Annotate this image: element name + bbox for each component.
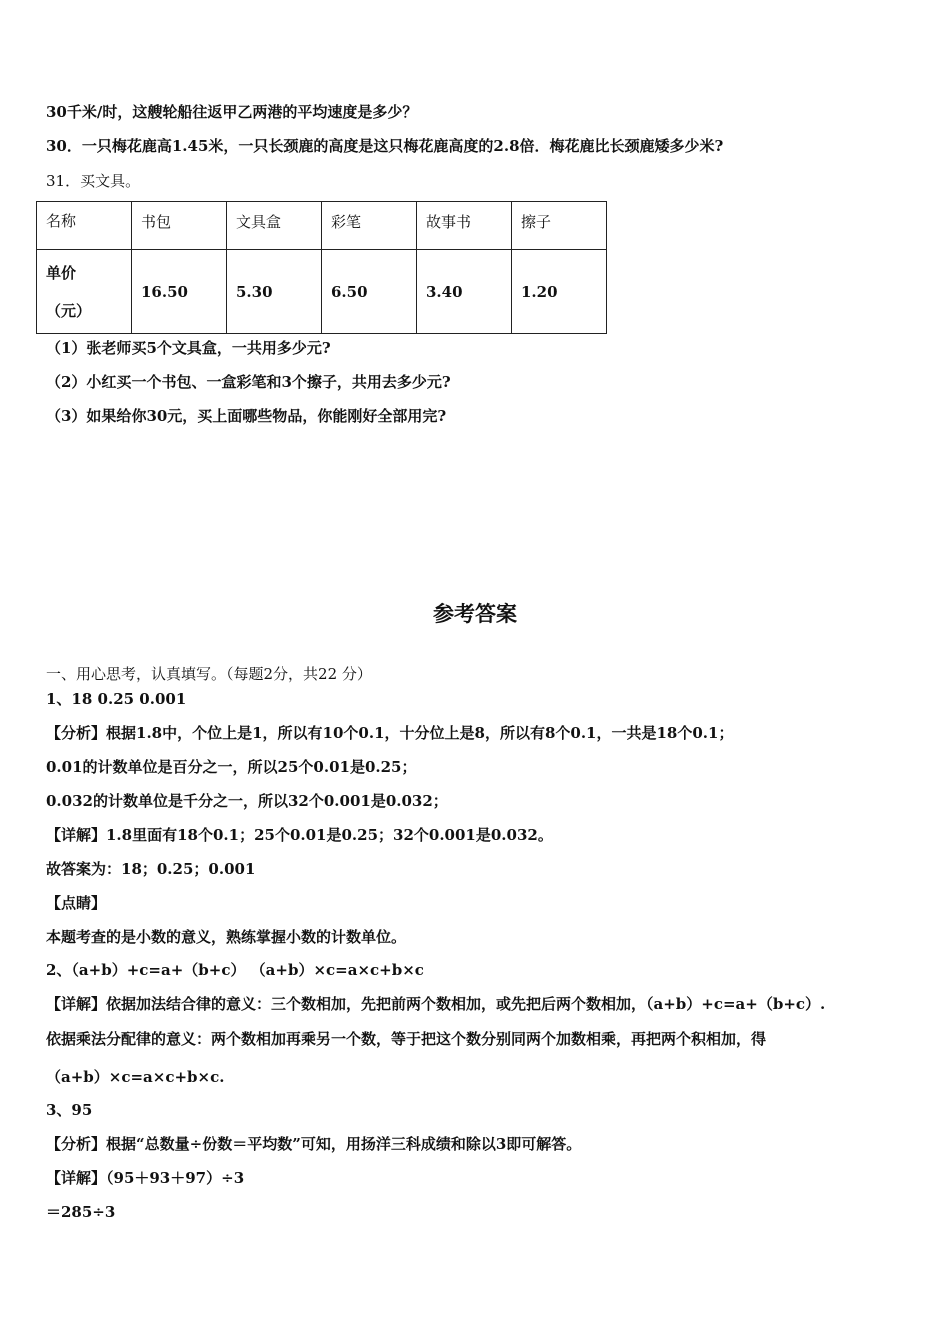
- answer-1-analysis-line-2: 0.01的计数单位是百分之一，所以25个0.01是0.25；: [46, 758, 417, 776]
- answer-2-detail-line-2: 依据乘法分配律的意义：两个数相加再乘另一个数，等于把这个数分别同两个加数相乘，再把两个积相加，得: [46, 1030, 767, 1048]
- answer-2-detail-line-3: （a+b）×c=a×c+b×c.: [46, 1068, 225, 1086]
- row-label-unit-price: [37, 250, 132, 334]
- answer-1: 1、18 0.25 0.001: [46, 690, 187, 708]
- question-29-tail: 30千米/时，这艘轮船往返甲乙两港的平均速度是多少？: [46, 103, 418, 121]
- price-pencil-box: 5.30: [227, 250, 322, 334]
- answer-1-detail: 【详解】1.8里面有18个0.1；25个0.01是0.25；32个0.001是0.032。: [46, 826, 553, 844]
- answer-3-detail: 【详解】（95＋93＋97）÷3: [46, 1169, 245, 1187]
- question-31: 31．买文具。: [46, 172, 141, 190]
- answer-3: 3、95: [46, 1101, 93, 1119]
- header-cell-pencil-box: 文具盒: [227, 202, 322, 250]
- row-label-line-1: 单价: [46, 263, 77, 282]
- question-31-part-2: （2）小红买一个书包、一盒彩笔和3个擦子，共用去多少元?: [46, 373, 451, 391]
- answer-1-point: 本题考查的是小数的意义，熟练掌握小数的计数单位。: [46, 928, 407, 946]
- price-table-header-row: [37, 202, 607, 250]
- answer-3-step: ＝285÷3: [46, 1203, 116, 1221]
- row-label-line-2: （元）: [46, 301, 92, 320]
- question-30: 30．一只梅花鹿高1.45米，一只长颈鹿的高度是这只梅花鹿高度的2.8倍．梅花鹿比长颈鹿矮多少米?: [46, 137, 724, 155]
- header-cell-color-pens: 彩笔: [322, 202, 417, 250]
- answer-1-conclusion: 故答案为：18；0.25；0.001: [46, 860, 256, 878]
- question-31-part-1: （1）张老师买5个文具盒，一共用多少元?: [46, 339, 331, 357]
- header-cell-storybook: 故事书: [417, 202, 512, 250]
- price-table: [36, 201, 607, 334]
- answer-1-analysis-line-3: 0.032的计数单位是千分之一，所以32个0.001是0.032；: [46, 792, 448, 810]
- header-cell-schoolbag: 书包: [132, 202, 227, 250]
- answer-title: 参考答案: [433, 602, 517, 626]
- price-color-pens: 6.50: [322, 250, 417, 334]
- price-schoolbag: 16.50: [132, 250, 227, 334]
- price-table-value-row: [37, 250, 607, 334]
- price-storybook: 3.40: [417, 250, 512, 334]
- answer-1-point-label: 【点睛】: [46, 894, 107, 912]
- answer-1-analysis-line-1: 【分析】根据1.8中，个位上是1，所以有10个0.1，十分位上是8，所以有8个0.1，一共是18个0.1；: [46, 724, 734, 742]
- question-31-part-3: （3）如果给你30元，买上面哪些物品，你能刚好全部用完?: [46, 407, 447, 425]
- price-eraser: 1.20: [512, 250, 607, 334]
- header-cell-name: 名称: [37, 202, 132, 250]
- answer-3-analysis: 【分析】根据“总数量÷份数＝平均数”可知，用扬洋三科成绩和除以3即可解答。: [46, 1135, 582, 1153]
- answer-2: 2、（a+b）+c=a+（b+c） （a+b）×c=a×c+b×c: [46, 961, 424, 979]
- header-cell-eraser: 擦子: [512, 202, 607, 250]
- answer-2-detail-line-1: 【详解】依据加法结合律的意义：三个数相加，先把前两个数相加，或先把后两个数相加，（a+b）+c=a+（b+c）.: [46, 995, 826, 1013]
- section-1-heading: 一、用心思考，认真填写。（每题2分，共22 分）: [46, 665, 372, 683]
